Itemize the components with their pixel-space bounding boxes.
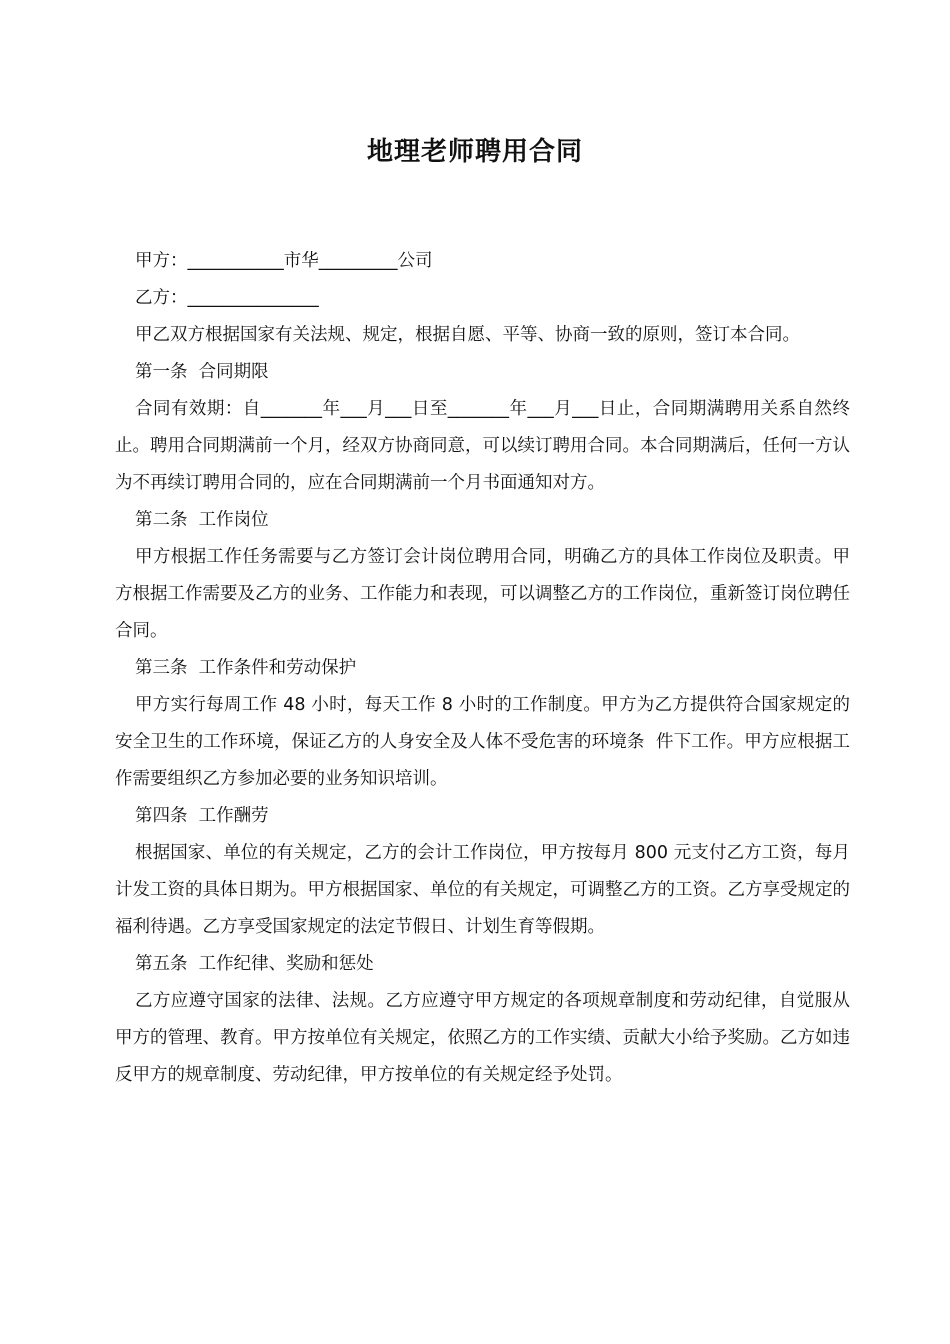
article-4-text: 根据国家、单位的有关规定，乙方的会计工作岗位，甲方按每月 800 元支付乙方工资，每月计发工资的具体日期为。甲方根据国家、单位的有关规定，可调整乙方的工资。乙方享受规定的福利待遇。乙方享受国家规定的法定节假日、计划生育等假期。 <box>115 843 850 937</box>
article-4-heading: 第四条 工作酬劳 <box>135 806 269 826</box>
intro-paragraph: 甲乙双方根据国家有关法规、规定，根据自愿、平等、协商一致的原则，签订本合同。 <box>135 325 800 345</box>
article-5-heading: 第五条 工作纪律、奖励和惩处 <box>135 954 374 974</box>
article-3-text: 甲方实行每周工作 48 小时，每天工作 8 小时的工作制度。甲方为乙方提供符合国家规定的安全卫生的工作环境，保证乙方的人身安全及人体不受危害的环境条 件下工作。甲方应根据工作需要组织乙方参加必要的业务知识培训。 <box>115 695 850 789</box>
article-5-text: 乙方应遵守国家的法律、法规。乙方应遵守甲方规定的各项规章制度和劳动纪律，自觉服从甲方的管理、教育。甲方按单位有关规定，依照乙方的工作实绩、贡献大小给予奖励。乙方如违反甲方的规章制度、劳动纪律，甲方按单位的有关规定经予处罚。 <box>115 991 850 1085</box>
article-1-heading: 第一条 合同期限 <box>135 362 269 382</box>
party-a-line: 甲方：___________市华_________公司 <box>135 251 433 271</box>
document-title: 地理老师聘用合同 <box>366 137 583 167</box>
document-body <box>115 243 850 1094</box>
article-2-text: 甲方根据工作任务需要与乙方签订会计岗位聘用合同，明确乙方的具体工作岗位及职责。甲方根据工作需要及乙方的业务、工作能力和表现，可以调整乙方的工作岗位，重新签订岗位聘任合同。 <box>115 547 850 641</box>
party-b-line: 乙方：_______________ <box>135 288 319 308</box>
article-2-heading: 第二条 工作岗位 <box>135 510 269 530</box>
article-1-text: 合同有效期：自_______年___月___日至_______年___月___日止，合同期满聘用关系自然终止。聘用合同期满前一个月，经双方协商同意，可以续订聘用合同。本合同期满后，任何一方认为不再续订聘用合同的，应在合同期满前一个月书面通知对方。 <box>115 399 850 493</box>
article-3-heading: 第三条 工作条件和劳动保护 <box>135 658 357 678</box>
